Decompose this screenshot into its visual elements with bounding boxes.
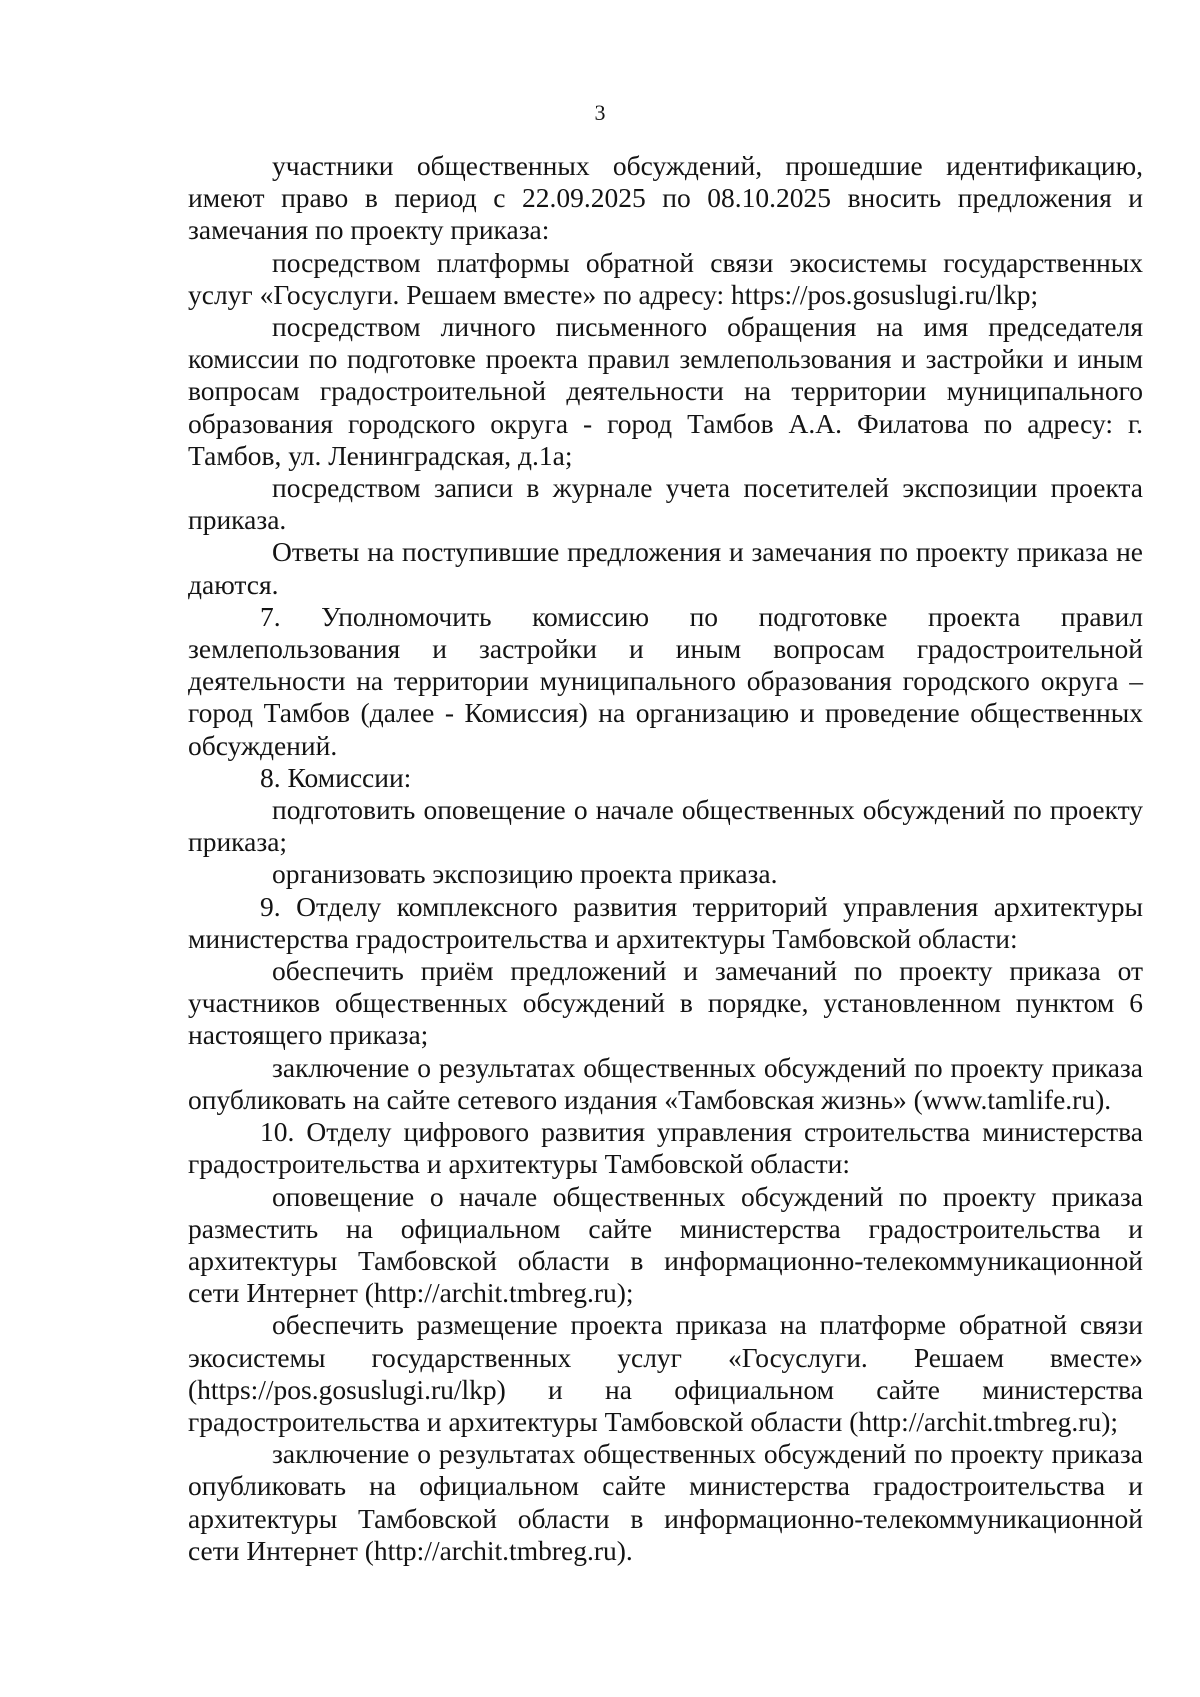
paragraph-item-10: 10. Отделу цифрового развития управления строительства министерства градостроительства и архитектуры Тамбовской области: — [188, 1116, 1143, 1180]
paragraph-item-8: 8. Комиссии: — [260, 761, 412, 793]
paragraph-item-7: 7. Уполномочить комиссию по подготовке проекта правил землепользования и застройки и иным вопросам градостроительной деятельности на территории муниципального образования городского округа – город Тамбов (далее - Комиссия) на организацию и проведение общественных обсуждений. — [188, 600, 1143, 761]
paragraph-via-visitor-journal: посредством записи в журнале учета посетителей экспозиции проекта приказа. — [188, 472, 1143, 536]
paragraph-publish-tamlife: заключение о результатах общественных обсуждений по проекту приказа опубликовать на сайте сетевого издания «Тамбовская жизнь» (www.tamlife.ru). — [188, 1051, 1143, 1115]
paragraph-via-gosuslugi: посредством платформы обратной связи экосистемы государственных услуг «Госуслуги. Решаем вместе» по адресу: https://pos.gosuslugi.ru/lkp; — [188, 246, 1143, 310]
paragraph-via-written-appeal: посредством личного письменного обращения на имя председателя комиссии по подготовке проекта правил землепользования и застройки и иным вопросам градостроительной деятельности на территории муниципального образования городского округа - город Тамбов А.А. Филатова по адресу: г. Тамбов, ул. Ленинградская, д.1а; — [188, 311, 1143, 471]
paragraph-ensure-reception: обеспечить приём предложений и замечаний по проекту приказа от участников общественных обсуждений в порядке, установленном пунктом 6 настоящего приказа; — [188, 955, 1143, 1051]
paragraph-no-replies: Ответы на поступившие предложения и замечания по проекту приказа не даются. — [188, 536, 1143, 600]
paragraph-item-9: 9. Отделу комплексного развития территорий управления архитектуры министерства градостроительства и архитектуры Тамбовской области: — [188, 890, 1143, 954]
paragraph-prepare-notice: подготовить оповещение о начале общественных обсуждений по проекту приказа; — [188, 794, 1143, 858]
paragraph-organize-exposition: организовать экспозицию проекта приказа. — [272, 858, 778, 890]
document-body — [188, 150, 1143, 1567]
paragraph-publish-conclusion: заключение о результатах общественных обсуждений по проекту приказа опубликовать на официальном сайте министерства градостроительства и архитектуры Тамбовской области в информационно-телекоммуникационной сети Интернет (http://archit.tmbreg.ru). — [188, 1438, 1143, 1566]
paragraph-ensure-posting: обеспечить размещение проекта приказа на платформе обратной связи экосистемы государственных услуг «Госуслуги. Решаем вместе» (https://pos.gosuslugi.ru/lkp) и на официальном сайте министерства градостроительства и архитектуры Тамбовской области (http://archit.tmbreg.ru); — [188, 1309, 1143, 1437]
page-number: 3 — [594, 100, 606, 125]
paragraph-post-notice: оповещение о начале общественных обсуждений по проекту приказа разместить на официальном сайте министерства градостроительства и архитектуры Тамбовской области в информационно-телекоммуникационной сети Интернет (http://archit.tmbreg.ru); — [188, 1180, 1143, 1309]
paragraph-participants-right: участники общественных обсуждений, прошедшие идентификацию, имеют право в период с 22.09.2025 по 08.10.2025 вносить предложения и замечания по проекту приказа: — [188, 150, 1143, 246]
